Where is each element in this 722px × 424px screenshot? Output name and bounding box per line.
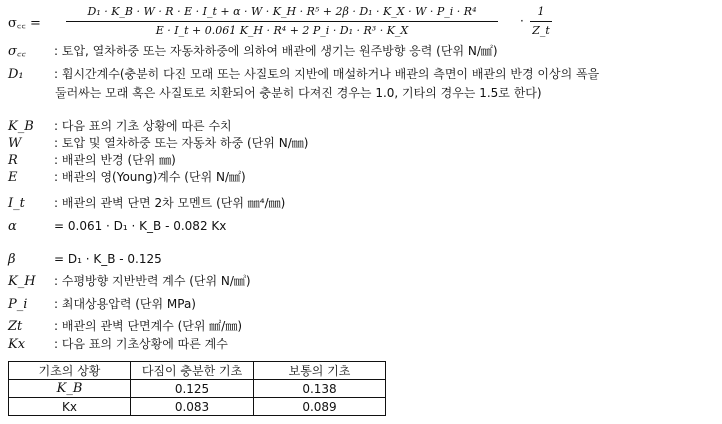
table-header-cell: 다짐이 충분한 기초 — [131, 362, 254, 380]
definition-text: : 배관의 반경 (단위 ㎜) — [54, 153, 176, 167]
definition-symbol: E — [8, 170, 18, 185]
table-cell: Kx — [9, 398, 131, 416]
table-cell: K_B — [9, 380, 131, 398]
definition-symbol: Zt — [8, 319, 23, 334]
stress-formula — [8, 4, 568, 40]
definition-text: : 휨시간계수(충분히 다진 모래 또는 사질토의 지반에 매설하거나 배관의 측면이 배관의 반경 이상의 폭을 — [54, 67, 600, 81]
table-row — [9, 398, 386, 416]
second-fraction-bar — [530, 21, 552, 22]
formula-fraction — [66, 4, 498, 39]
table-header-cell: 기초의 상황 — [9, 362, 131, 380]
definition-kx — [8, 337, 228, 352]
definition-symbol: W — [8, 136, 22, 151]
definition-text: = 0.061 · D₁ · K_B - 0.082 Kx — [54, 219, 227, 233]
second-numerator: 1 — [537, 5, 545, 18]
definition-symbol: β — [8, 252, 16, 267]
definition-text: : 배관의 영(Young)계수 (단위 N/㎟) — [54, 170, 246, 184]
definition-kb — [8, 119, 232, 134]
table-cell: 0.083 — [131, 398, 254, 416]
definition-sigma — [8, 44, 498, 59]
formula-numerator: D₁ · K_B · W · R · E · I_t + α · W · K_H · R⁵ + 2β · D₁ · K_X · W · P_i · R⁴ — [87, 5, 477, 18]
definition-symbol: I_t — [8, 196, 25, 211]
definition-pi — [8, 297, 196, 312]
definition-text: : 배관의 관벽 단면 2차 모멘트 (단위 ㎜⁴/㎜) — [54, 196, 286, 210]
second-denominator: Z_t — [532, 24, 550, 37]
definition-text: : 다음 표의 기초상황에 따른 계수 — [54, 337, 228, 351]
definition-text: : 수평방향 지반반력 계수 (단위 N/㎣) — [54, 274, 251, 288]
definition-symbol: α — [8, 219, 17, 234]
formula-denominator: E · I_t + 0.061 K_H · R⁴ + 2 P_i · D₁ · R³ · K_X — [155, 24, 409, 37]
definition-text: : 다음 표의 기초 상황에 따른 수치 — [54, 119, 232, 133]
definition-kh — [8, 274, 251, 289]
table-cell: 0.138 — [254, 380, 386, 398]
formula-second-fraction — [530, 4, 552, 39]
table-row — [9, 380, 386, 398]
definition-d1-continued: 둘러싸는 모래 혹은 사질토로 치환되어 충분히 다져진 경우는 1.0, 기타의 경우는 1.5로 한다) — [55, 86, 542, 100]
definition-e — [8, 170, 246, 185]
definition-text: : 토압 및 열차하중 또는 자동차 하중 (단위 N/㎜) — [54, 136, 309, 150]
definition-zt — [8, 319, 242, 334]
definition-alpha — [8, 219, 226, 234]
fraction-bar — [66, 21, 498, 22]
definition-text: = D₁ · K_B - 0.125 — [54, 252, 162, 266]
table-cell: 0.125 — [131, 380, 254, 398]
definition-symbol: σ꜀꜀ — [8, 44, 26, 59]
definition-r — [8, 153, 176, 168]
definition-symbol: K_H — [8, 274, 36, 289]
definition-d1 — [8, 67, 599, 82]
table-header-row — [9, 362, 386, 380]
definition-symbol: P_i — [8, 297, 28, 312]
foundation-coefficient-table — [8, 361, 386, 416]
formula-dot: · — [520, 14, 524, 28]
definition-text: : 토압, 열차하중 또는 자동차하중에 의하여 배관에 생기는 원주방향 응력 (단위 N/㎟) — [54, 44, 498, 58]
definition-it — [8, 196, 285, 211]
definition-symbol: Kx — [8, 337, 26, 352]
table-header-cell: 보통의 기초 — [254, 362, 386, 380]
definition-w — [8, 136, 308, 151]
definition-symbol: R — [8, 153, 18, 168]
table-cell: 0.089 — [254, 398, 386, 416]
definition-symbol: D₁ — [8, 67, 24, 82]
definition-text: : 최대상용압력 (단위 MPa) — [54, 297, 196, 311]
definition-text: : 배관의 관벽 단면계수 (단위 ㎟/㎜) — [54, 319, 243, 333]
definition-beta — [8, 252, 162, 267]
definition-symbol: K_B — [8, 119, 34, 134]
formula-lhs: σ꜀꜀ = — [8, 16, 41, 31]
